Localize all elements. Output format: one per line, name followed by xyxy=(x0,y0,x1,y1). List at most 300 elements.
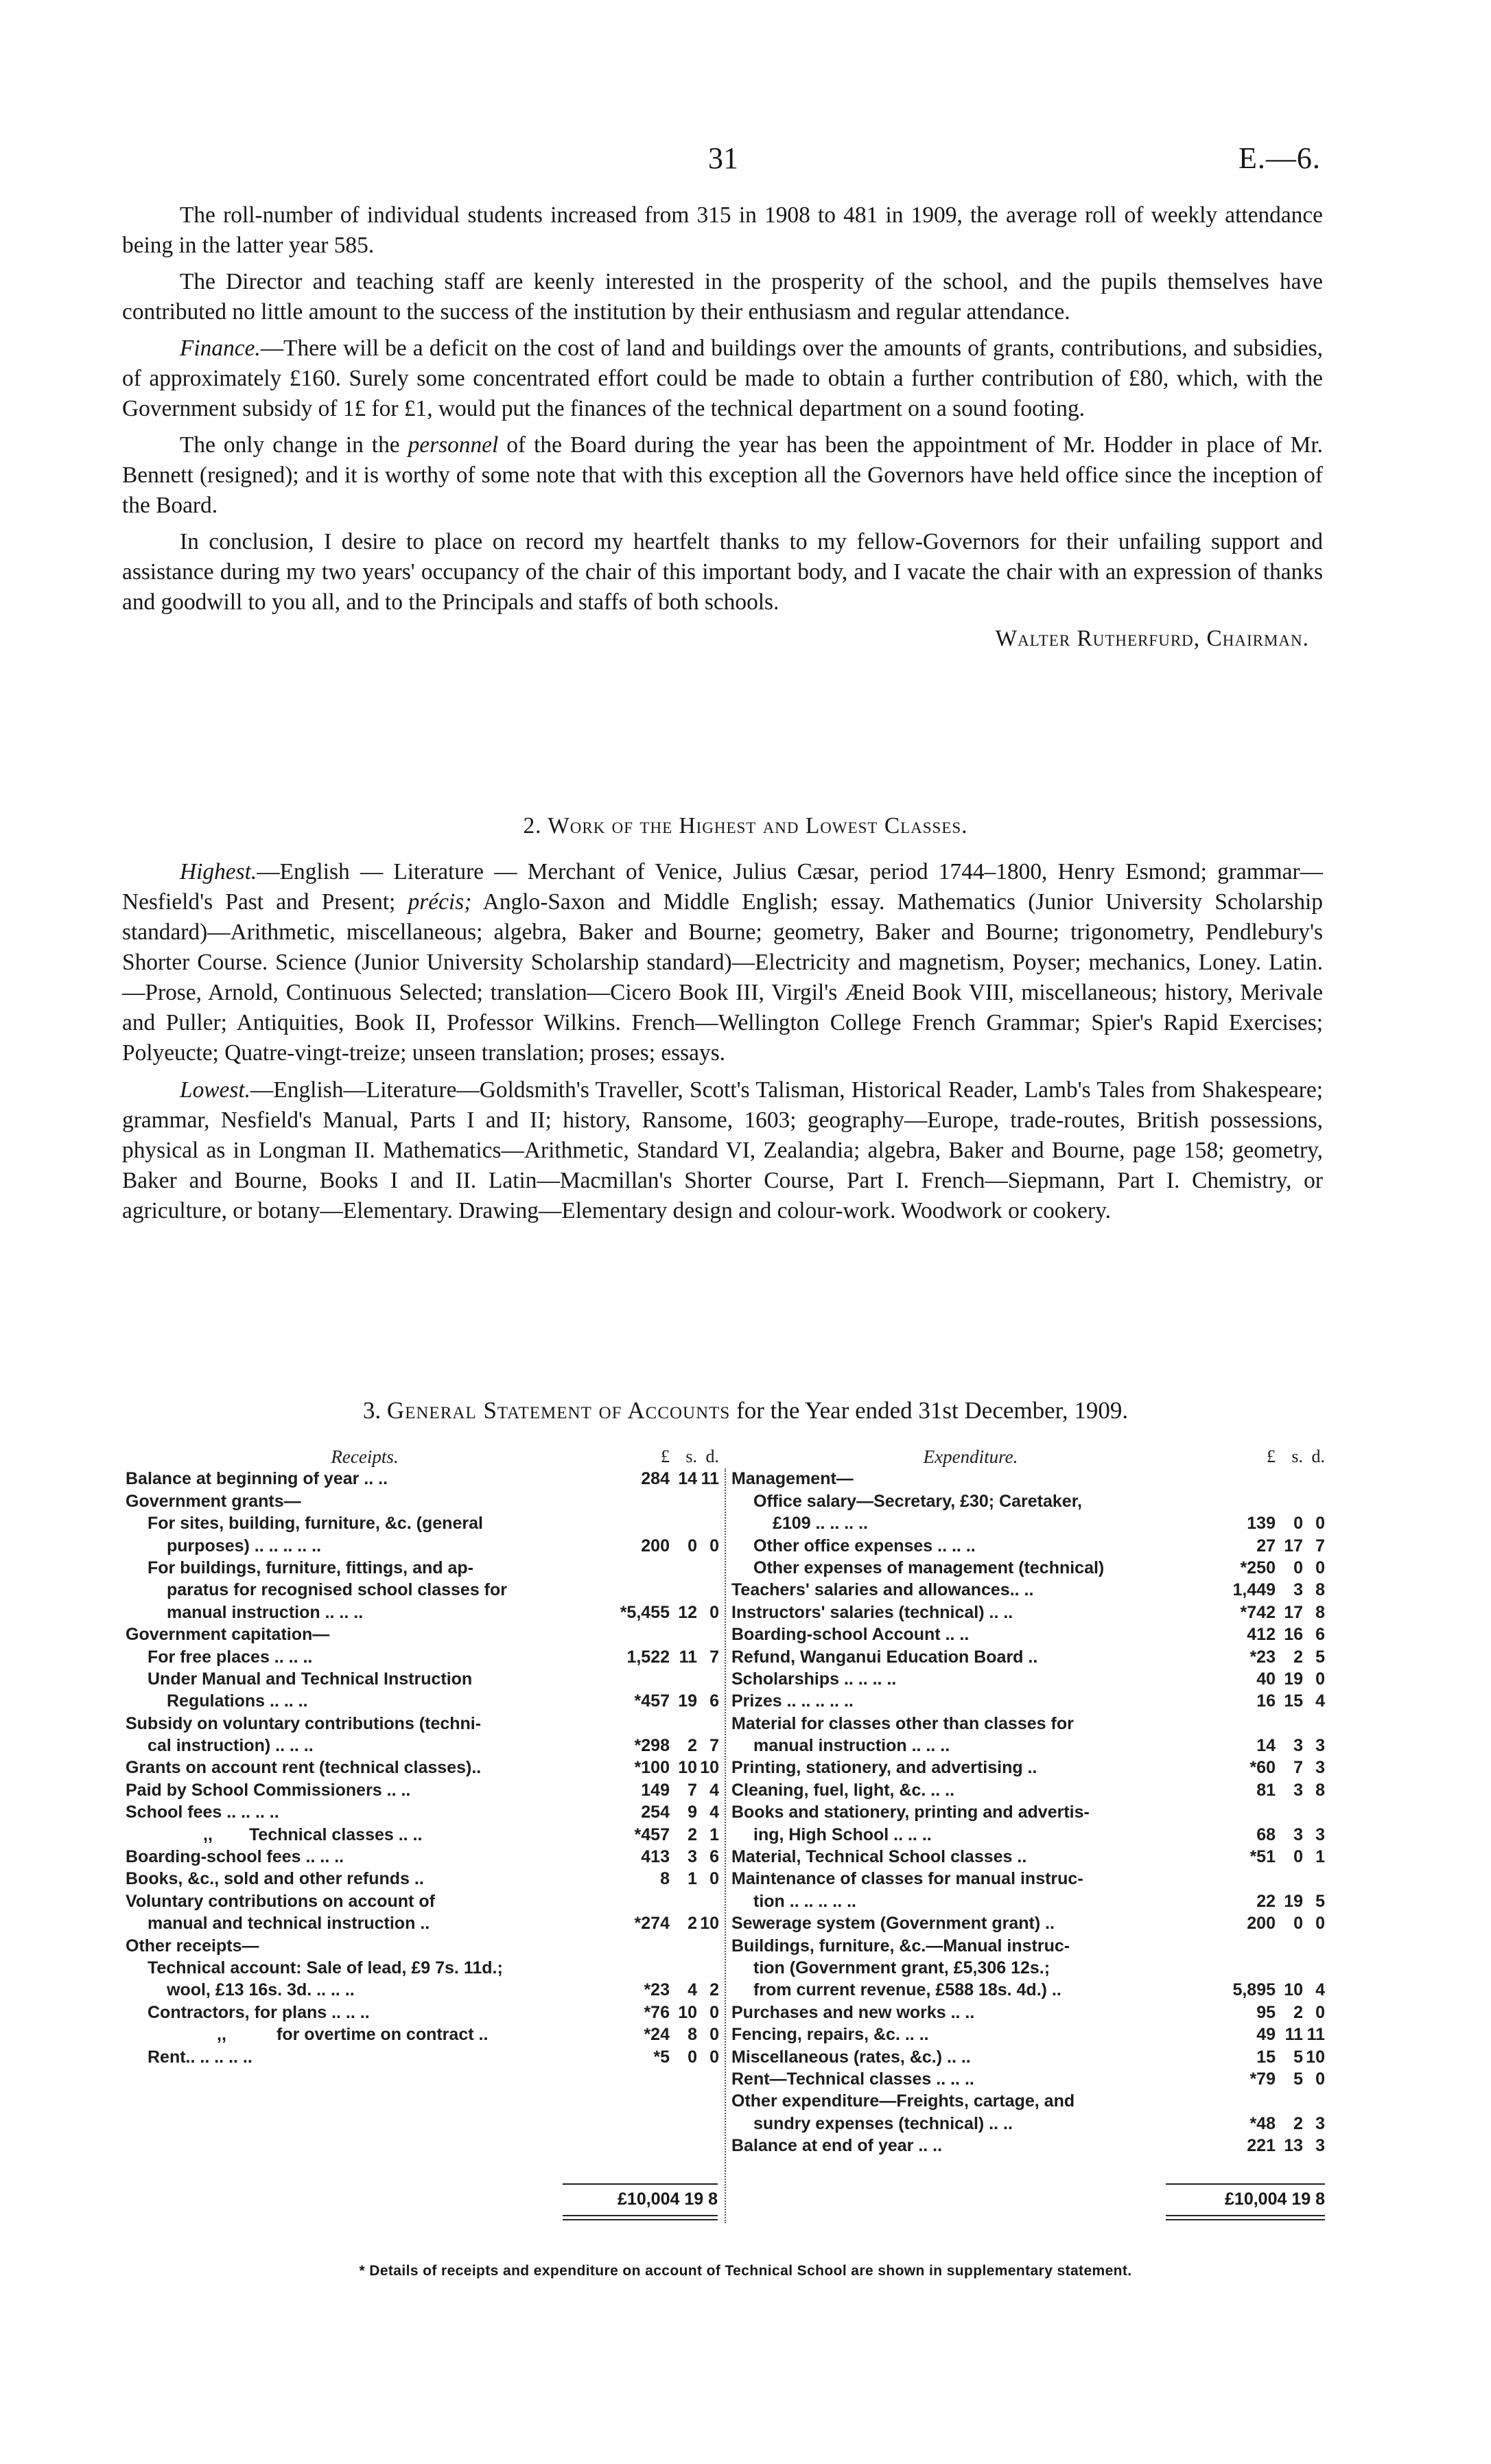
account-label: cal instruction) .. .. .. xyxy=(148,1736,314,1756)
shillings-value xyxy=(1276,1868,1303,1890)
account-row xyxy=(126,1713,719,1735)
account-row xyxy=(731,1512,1325,1534)
pounds-value: 1,522 xyxy=(626,1647,670,1667)
personnel-word: personnel xyxy=(408,432,499,458)
pounds-value: *51 xyxy=(1249,1847,1276,1867)
account-label-text: for overtime on contract .. xyxy=(277,2025,489,2045)
account-row xyxy=(731,1490,1325,1512)
shillings-value: 2 xyxy=(688,1736,697,1756)
pence-value: 0 xyxy=(1315,2002,1325,2022)
pounds-value: *5 xyxy=(653,2047,670,2067)
intro-paragraph-staff: The Director and teaching staff are keenly interested in the prosperity of the school, and the pupils themselves have contributed no little amount to the success of the institution by their enthusiasm and regular attendance. xyxy=(122,269,1323,325)
pounds-value: 68 xyxy=(1256,1824,1276,1844)
shillings-value xyxy=(670,1557,697,1579)
shillings-value: 2 xyxy=(1293,1647,1303,1667)
shillings-value xyxy=(1276,1935,1303,1957)
shillings-value: 3 xyxy=(1293,1780,1303,1800)
shillings-value: 3 xyxy=(1293,1736,1303,1756)
pounds-value xyxy=(1210,1957,1276,1979)
account-row xyxy=(731,1646,1325,1668)
pence-value xyxy=(697,1668,719,1690)
pence-header: d. xyxy=(1311,1446,1325,1466)
account-row xyxy=(126,2023,719,2045)
account-row xyxy=(126,1468,719,1490)
pence-value: 8 xyxy=(1315,1580,1325,1600)
account-row xyxy=(731,1623,1325,1645)
pence-value: 0 xyxy=(709,2002,719,2022)
footnote: * Details of receipts and expenditure on account of Technical School are shown in supplementary statement. xyxy=(359,2263,1132,2279)
shillings-value: 1 xyxy=(688,1869,697,1889)
pounds-value: 81 xyxy=(1256,1780,1276,1800)
finance-text: —There will be a deficit on the cost of land and buildings over the amounts of grants, contributions, and subsidies, of approximately £160. Surely some concentrated effort could be made to obtain a further contribution of £80, which, with the Government subsidy of 1£ for £1, would put the finances of the technical department on a sound footing. xyxy=(122,336,1323,421)
account-label: Material, Technical School classes .. xyxy=(731,1847,1027,1867)
shillings-value: 11 xyxy=(1284,2025,1303,2045)
account-label: Sewerage system (Government grant) .. xyxy=(731,1914,1055,1934)
shillings-value: 9 xyxy=(688,1803,697,1822)
pounds-value: 22 xyxy=(1256,1891,1276,1911)
pounds-value: 15 xyxy=(1256,2047,1276,2067)
pence-value: 3 xyxy=(1315,2136,1325,2156)
account-label: wool, £13 16s. 3d. .. .. .. xyxy=(167,1980,355,2000)
pence-value xyxy=(1303,2090,1325,2112)
shillings-value xyxy=(1276,1468,1303,1490)
expenditure-total-rule xyxy=(1166,2183,1325,2185)
page-reference: E.—6. xyxy=(1238,141,1321,175)
account-label: Under Manual and Technical Instruction xyxy=(148,1669,473,1689)
account-row xyxy=(731,1690,1325,1712)
pounds-value xyxy=(1210,1468,1276,1490)
account-row xyxy=(126,1557,719,1579)
expenditure-header-row xyxy=(731,1446,1325,1468)
pence-value xyxy=(697,1713,719,1735)
account-label: tion .. .. .. .. .. xyxy=(753,1891,856,1911)
account-row xyxy=(731,1713,1325,1735)
pounds-value: *79 xyxy=(1249,2069,1276,2089)
pounds-value: 49 xyxy=(1256,2025,1276,2045)
pounds-value xyxy=(604,1512,670,1534)
pence-value: 0 xyxy=(1315,1914,1325,1934)
account-row xyxy=(731,1890,1325,1912)
shillings-value xyxy=(670,1957,697,1979)
account-row xyxy=(731,2002,1325,2023)
receipts-header: Receipts. xyxy=(331,1446,399,1467)
account-label: Balance at beginning of year .. .. xyxy=(126,1469,388,1489)
shillings-value: 3 xyxy=(688,1847,697,1867)
pence-value xyxy=(1303,1801,1325,1823)
receipts-column xyxy=(126,1446,719,2068)
pence-value: 0 xyxy=(709,2025,719,2045)
shillings-value: 19 xyxy=(678,1691,697,1711)
pounds-value: 27 xyxy=(1256,1536,1276,1556)
shillings-value: 2 xyxy=(688,1824,697,1844)
ditto-mark: ,, xyxy=(203,1824,213,1844)
pence-value: 0 xyxy=(709,1536,719,1556)
intro-paragraph-roll: The roll-number of individual students increased from 315 in 1908 to 481 in 1909, the average roll of weekly attendance being in the latter year 585. xyxy=(122,202,1323,258)
shillings-value: 15 xyxy=(1284,1691,1303,1711)
account-label: Miscellaneous (rates, &c.) .. .. xyxy=(731,2047,971,2067)
account-label: Other office expenses .. .. .. xyxy=(753,1536,976,1556)
account-label: Instructors' salaries (technical) .. .. xyxy=(731,1602,1013,1622)
pence-value: 11 xyxy=(1306,2025,1325,2045)
shillings-value: 2 xyxy=(688,1914,697,1934)
pounds-value xyxy=(604,1579,670,1601)
shillings-value: 7 xyxy=(688,1780,697,1800)
account-row xyxy=(126,1512,719,1534)
shillings-value: 19 xyxy=(1284,1891,1303,1911)
account-label: Purchases and new works .. .. xyxy=(731,2002,975,2022)
shillings-value: 13 xyxy=(1284,2136,1303,2156)
account-label xyxy=(126,2023,604,2045)
pence-value: 10 xyxy=(1306,2047,1325,2067)
pounds-value: 16 xyxy=(1256,1691,1276,1711)
pence-value: 6 xyxy=(709,1847,719,1867)
account-row xyxy=(126,1490,719,1512)
pounds-value: *60 xyxy=(1249,1758,1276,1778)
pence-value: 7 xyxy=(709,1736,719,1756)
pence-value: 4 xyxy=(709,1780,719,1800)
pounds-value: 5,895 xyxy=(1232,1980,1276,2000)
pounds-value: *298 xyxy=(634,1736,670,1756)
account-row xyxy=(126,1957,719,1979)
pounds-value: 40 xyxy=(1256,1669,1276,1689)
finance-label: Finance. xyxy=(180,336,261,361)
shillings-header: s. xyxy=(1291,1446,1303,1466)
account-label: School fees .. .. .. .. xyxy=(126,1803,279,1822)
account-label: Books, &c., sold and other refunds .. xyxy=(126,1869,424,1889)
intro-paragraph-conclusion: In conclusion, I desire to place on record my heartfelt thanks to my fellow-Governors for their unfailing support and assistance during my two years' occupancy of the chair of this important body, and I vacate the chair with an expression of thanks and goodwill to you all, and to the Principals and staffs of both schools. xyxy=(122,529,1323,615)
pounds-value: 200 xyxy=(641,1536,670,1556)
shillings-value xyxy=(670,1890,697,1912)
shillings-value xyxy=(670,1490,697,1512)
account-row xyxy=(731,1757,1325,1779)
pence-value xyxy=(1303,1957,1325,1979)
account-label: sundry expenses (technical) .. .. xyxy=(753,2113,1013,2133)
shillings-value: 0 xyxy=(688,1536,697,1556)
pounds-value: 95 xyxy=(1256,2002,1276,2022)
pence-value xyxy=(697,1935,719,1957)
account-row xyxy=(731,2113,1325,2135)
account-label: For buildings, furniture, fittings, and ap- xyxy=(148,1558,473,1577)
pence-value xyxy=(1303,1490,1325,1512)
pence-value: 0 xyxy=(709,1869,719,1889)
shillings-value: 12 xyxy=(678,1602,697,1622)
pounds-value xyxy=(604,1957,670,1979)
pence-value: 0 xyxy=(1315,1514,1325,1534)
pounds-value xyxy=(604,1557,670,1579)
shillings-value: 0 xyxy=(1293,1558,1303,1577)
account-label: Fencing, repairs, &c. .. .. xyxy=(731,2025,929,2045)
account-row xyxy=(731,1824,1325,1846)
account-row xyxy=(731,1779,1325,1801)
pence-value: 3 xyxy=(1315,1824,1325,1844)
account-row xyxy=(731,1979,1325,2001)
pence-value: 3 xyxy=(1315,1758,1325,1778)
intro-section xyxy=(122,200,1323,654)
expenditure-column xyxy=(731,1446,1325,2157)
intro-paragraph-personnel xyxy=(122,430,1323,521)
pence-value: 4 xyxy=(1315,1980,1325,2000)
pence-value: 7 xyxy=(1315,1536,1325,1556)
account-row xyxy=(731,1801,1325,1823)
account-label: For sites, building, furniture, &c. (general xyxy=(148,1514,483,1534)
account-label: Books and stationery, printing and advertis- xyxy=(731,1803,1090,1822)
account-label: £109 .. .. .. .. xyxy=(773,1514,868,1534)
shillings-value: 5 xyxy=(1293,2069,1303,2089)
shillings-value: 0 xyxy=(688,2047,697,2067)
pounds-value: 254 xyxy=(641,1803,670,1822)
expenditure-total-double-rule xyxy=(1166,2215,1325,2220)
account-label: Refund, Wanganui Education Board .. xyxy=(731,1647,1038,1667)
account-row xyxy=(126,1579,719,1601)
shillings-value xyxy=(670,1668,697,1690)
pence-value xyxy=(697,1557,719,1579)
account-row xyxy=(731,1846,1325,1868)
precis-word: précis; xyxy=(408,889,472,915)
intro-paragraph-finance xyxy=(122,333,1323,424)
account-row xyxy=(731,1912,1325,1934)
highest-text-b: Anglo-Saxon and Middle English; essay. Mathematics (Junior University Scholarship standard)—Arithmetic, miscellaneous; algebra, Baker and Bourne; geometry, Baker and Bourne; trigonometry, Pendlebury's Shorter Course. Science (Junior University Scholarship standard)—Electricity and magnetism, Poyser; mechanics, Loney. Latin.—Prose, Arnold, Continuous Selected; translation—Cicero Book III, Virgil's Æneid Book VIII, miscellaneous; history, Merivale and Puller; Antiquities, Book II, Professor Wilkins. French—Wellington College French Grammar; Spier's Rapid Exercises; Polyeucte; Quatre-vingt-treize; unseen translation; proses; essays. xyxy=(122,889,1323,1066)
pounds-value xyxy=(1210,1713,1276,1735)
pence-value xyxy=(697,1490,719,1512)
account-row xyxy=(731,1579,1325,1601)
account-row xyxy=(126,1757,719,1779)
account-label: Contractors, for plans .. .. .. xyxy=(148,2002,370,2022)
account-label: tion (Government grant, £5,306 12s.; xyxy=(753,1958,1050,1978)
pounds-value: *457 xyxy=(634,1824,670,1844)
account-label: Rent—Technical classes .. .. .. xyxy=(731,2069,974,2089)
receipts-total-double-rule xyxy=(563,2215,718,2220)
pounds-value: 221 xyxy=(1247,2136,1276,2156)
shillings-value: 0 xyxy=(1293,1914,1303,1934)
account-row xyxy=(731,2135,1325,2157)
account-row xyxy=(731,1735,1325,1757)
pounds-value: 413 xyxy=(641,1847,670,1867)
pence-value: 6 xyxy=(709,1691,719,1711)
shillings-value xyxy=(1276,1713,1303,1735)
pence-value: 4 xyxy=(709,1803,719,1822)
pence-value xyxy=(697,1890,719,1912)
shillings-value xyxy=(670,1579,697,1601)
shillings-value xyxy=(670,1512,697,1534)
pounds-header: £ xyxy=(661,1446,670,1466)
receipts-rows xyxy=(126,1468,719,2068)
column-divider xyxy=(725,1468,726,2223)
pence-value xyxy=(697,1623,719,1645)
shillings-value: 8 xyxy=(688,2025,697,2045)
shillings-value xyxy=(670,1713,697,1735)
account-row xyxy=(126,2002,719,2023)
shillings-value: 14 xyxy=(678,1469,697,1489)
lowest-text: —English—Literature—Goldsmith's Traveller, Scott's Talisman, Historical Reader, Lamb's Tales from Shakespeare; grammar, Nesfield's Manual, Parts I and II; history, Ransome, 1603; geography—Europe, trade-routes, British possessions, physical as in Longman II. Mathematics—Arithmetic, Standard VI, Zealandia; algebra, Baker and Bourne, page 158; geometry, Baker and Bourne, Books I and II. Latin—Macmillan's Shorter Course, Part I. French—Siepmann, Part I. Chemistry, or agriculture, or botany—Elementary. Drawing—Elementary design and colour-work. Woodwork or cookery. xyxy=(122,1077,1323,1223)
account-row xyxy=(731,1468,1325,1490)
heading-number: 3. xyxy=(362,1397,381,1424)
pounds-value: *457 xyxy=(634,1691,670,1711)
account-label: Paid by School Commissioners .. .. xyxy=(126,1780,411,1800)
account-label: Maintenance of classes for manual instruc- xyxy=(731,1869,1083,1889)
account-label: Other expenses of management (technical) xyxy=(753,1558,1105,1577)
pounds-value: 14 xyxy=(1256,1736,1276,1756)
pence-value xyxy=(697,1957,719,1979)
account-label: Boarding-school fees .. .. .. xyxy=(126,1847,344,1867)
pounds-value xyxy=(604,1890,670,1912)
account-row xyxy=(731,1601,1325,1623)
pence-value: 4 xyxy=(1315,1691,1325,1711)
pence-value: 6 xyxy=(1315,1625,1325,1645)
account-label: Other expenditure—Freights, cartage, and xyxy=(731,2091,1075,2111)
pounds-value: *48 xyxy=(1249,2113,1276,2133)
pounds-value: *76 xyxy=(644,2002,670,2022)
shillings-value xyxy=(1276,1801,1303,1823)
account-label: For free places .. .. .. xyxy=(148,1647,313,1667)
pounds-value: 149 xyxy=(641,1780,670,1800)
pounds-value: 200 xyxy=(1247,1914,1276,1934)
pence-value: 0 xyxy=(709,1602,719,1622)
pence-value: 2 xyxy=(709,1980,719,2000)
heading-title: General Statement of Accounts xyxy=(386,1397,731,1424)
account-row xyxy=(731,2068,1325,2090)
account-label: manual and technical instruction .. xyxy=(148,1914,430,1934)
shillings-value: 10 xyxy=(678,1758,697,1778)
pence-value: 0 xyxy=(1315,1669,1325,1689)
account-label: ing, High School .. .. .. xyxy=(753,1824,932,1844)
heading-rest: for the Year ended 31st December, 1909. xyxy=(736,1397,1129,1424)
highest-text-a: —English — Literature — Merchant of Venice, Julius Cæsar, period 1744–1800, Henry Esmond; grammar—Nesfield's Past and Present; xyxy=(122,859,1323,915)
receipts-total: £10,004 19 8 xyxy=(618,2190,718,2209)
shillings-value: 16 xyxy=(1284,1625,1303,1645)
account-row xyxy=(126,1668,719,1690)
receipts-total-rule xyxy=(563,2183,718,2185)
account-label: Teachers' salaries and allowances.. .. xyxy=(731,1580,1034,1600)
account-label: Printing, stationery, and advertising .. xyxy=(731,1758,1037,1778)
pence-header: d. xyxy=(705,1446,719,1466)
account-label: Boarding-school Account .. .. xyxy=(731,1625,970,1645)
account-label: Cleaning, fuel, light, &c. .. .. xyxy=(731,1780,955,1800)
shillings-value: 2 xyxy=(1293,2002,1303,2022)
pence-value: 8 xyxy=(1315,1602,1325,1622)
pounds-value xyxy=(604,1668,670,1690)
pounds-value: *742 xyxy=(1240,1602,1276,1622)
expenditure-header: Expenditure. xyxy=(923,1446,1018,1467)
receipts-header-row xyxy=(126,1446,719,1468)
pounds-value xyxy=(604,1935,670,1957)
pounds-value xyxy=(1210,1801,1276,1823)
account-label: Buildings, furniture, &c.—Manual instruc- xyxy=(731,1936,1070,1956)
account-row xyxy=(731,1957,1325,1979)
account-label: Subsidy on voluntary contributions (techni- xyxy=(126,1713,482,1733)
lowest-label: Lowest. xyxy=(180,1077,250,1103)
pence-value xyxy=(697,1512,719,1534)
account-label: Grants on account rent (technical classes).. xyxy=(126,1758,482,1778)
pence-value: 0 xyxy=(709,2047,719,2067)
account-label-text: Technical classes .. .. xyxy=(249,1824,423,1844)
account-row xyxy=(126,1623,719,1645)
pence-value: 3 xyxy=(1315,1736,1325,1756)
ditto-mark: ,, xyxy=(217,2025,226,2045)
shillings-header: s. xyxy=(685,1446,697,1466)
account-row xyxy=(731,1868,1325,1890)
account-row xyxy=(731,1557,1325,1579)
shillings-value: 4 xyxy=(688,1980,697,2000)
pence-value: 0 xyxy=(1315,2069,1325,2089)
lowest-classes-paragraph xyxy=(122,1075,1323,1226)
personnel-text-a: The only change in the xyxy=(180,432,408,458)
account-label: manual instruction .. .. .. xyxy=(167,1602,364,1622)
pence-value: 1 xyxy=(709,1824,719,1844)
account-row xyxy=(126,1646,719,1668)
account-label: Government capitation— xyxy=(126,1625,330,1645)
pounds-value: *24 xyxy=(644,2025,670,2045)
pounds-value xyxy=(604,1713,670,1735)
pounds-value: *23 xyxy=(1249,1647,1276,1667)
pounds-value: 284 xyxy=(641,1469,670,1489)
account-label: Voluntary contributions on account of xyxy=(126,1891,435,1911)
pence-value: 10 xyxy=(700,1758,719,1778)
pounds-value xyxy=(1210,1935,1276,1957)
account-row xyxy=(126,1846,719,1868)
shillings-value: 0 xyxy=(1293,1514,1303,1534)
pounds-value: 139 xyxy=(1247,1514,1276,1534)
pounds-value xyxy=(604,1490,670,1512)
account-row xyxy=(126,1801,719,1823)
account-row xyxy=(126,1912,719,1934)
pounds-value xyxy=(1210,1490,1276,1512)
pence-value xyxy=(1303,1868,1325,1890)
pounds-header: £ xyxy=(1267,1446,1276,1466)
account-label: Material for classes other than classes for xyxy=(731,1713,1074,1733)
pounds-value: *5,455 xyxy=(620,1602,670,1622)
pence-value: 0 xyxy=(1315,1558,1325,1577)
shillings-value: 3 xyxy=(1293,1824,1303,1844)
expenditure-total: £10,004 19 8 xyxy=(1225,2190,1325,2209)
pounds-value: 412 xyxy=(1247,1625,1276,1645)
pounds-value: *23 xyxy=(644,1980,670,2000)
account-row xyxy=(731,1935,1325,1957)
shillings-value: 3 xyxy=(1293,1580,1303,1600)
account-label: Regulations .. .. .. xyxy=(167,1691,308,1711)
shillings-value: 10 xyxy=(678,2002,697,2022)
pence-value: 5 xyxy=(1315,1891,1325,1911)
account-label: Rent.. .. .. .. .. xyxy=(148,2047,253,2067)
pence-value: 5 xyxy=(1315,1647,1325,1667)
section2-heading: 2. Work of the Highest and Lowest Classes. xyxy=(523,813,968,838)
shillings-value: 7 xyxy=(1293,1758,1303,1778)
pence-value xyxy=(697,1579,719,1601)
account-label: Office salary—Secretary, £30; Caretaker, xyxy=(753,1491,1083,1511)
shillings-value: 2 xyxy=(1293,2113,1303,2133)
account-row xyxy=(126,1779,719,1801)
account-row xyxy=(731,2046,1325,2068)
shillings-value: 5 xyxy=(1293,2047,1303,2067)
account-row xyxy=(126,1601,719,1623)
pounds-value: 8 xyxy=(660,1869,670,1889)
account-label: Prizes .. .. .. .. .. xyxy=(731,1691,854,1711)
shillings-value: 10 xyxy=(1284,1980,1303,2000)
pence-value xyxy=(1303,1468,1325,1490)
shillings-value: 17 xyxy=(1284,1536,1303,1556)
highest-label: Highest. xyxy=(180,859,257,884)
account-label: paratus for recognised school classes for xyxy=(167,1580,507,1600)
pence-value: 3 xyxy=(1315,2113,1325,2133)
account-label: from current revenue, £588 18s. 4d.) .. xyxy=(753,1980,1061,2000)
pounds-value: *250 xyxy=(1240,1558,1276,1577)
personnel-text-b: of the Board during the year has been the appointment of Mr. Hodder in place of Mr. Bennett (resigned); and it is worthy of some note that with this exception all the Governors have held office since the inception of the Board. xyxy=(122,432,1323,518)
pence-value: 11 xyxy=(701,1469,719,1489)
account-row xyxy=(126,1868,719,1890)
page-number: 31 xyxy=(708,141,738,175)
expenditure-rows xyxy=(731,1468,1325,2157)
account-row xyxy=(126,1690,719,1712)
pence-value: 8 xyxy=(1315,1780,1325,1800)
